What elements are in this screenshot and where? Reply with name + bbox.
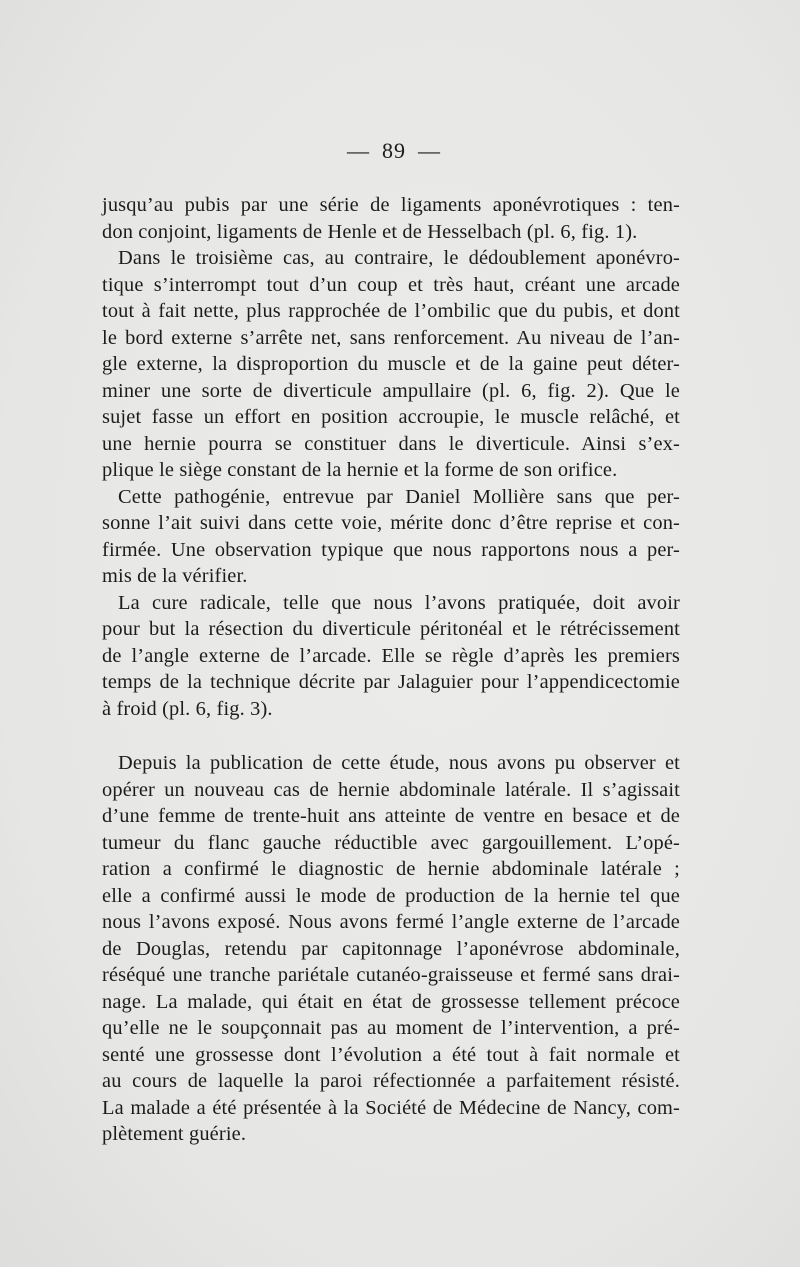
page-number-header [102,138,680,164]
text-line: opérer un nouveau cas de hernie abdominale latérale. Il s’agissait [102,778,680,801]
text-line: plique le siège constant de la hernie et la forme de son orifice. [102,459,618,481]
text-line: La malade a été présentée à la Société de Médecine de Nancy, com- [102,1096,680,1119]
text-line: sujet fasse un effort en position accroupie, le muscle relâché, et [102,406,680,428]
text-line: sonne l’ait suivi dans cette voie, mérite donc d’être reprise et con- [102,512,680,534]
paragraph [102,590,680,723]
paragraph [102,245,680,484]
paragraph [102,192,680,245]
text-line: ration a confirmé le diagnostic de hernie abdominale latérale ; [102,858,680,880]
text-line: tout à fait nette, plus rapprochée de l’ombilic que du pubis, et dont [102,300,680,322]
text-line: gle externe, la disproportion du muscle et de la gaine peut déter- [102,353,680,375]
paragraph [102,750,680,1148]
paragraph [102,484,680,590]
section-gap [102,722,680,750]
body-text [102,192,680,1148]
text-line: nous l’avons exposé. Nous avons fermé l’angle externe de l’arcade [102,911,680,933]
text-line: au cours de laquelle la paroi réfectionnée a parfaitement résisté. [102,1070,680,1092]
text-line: don conjoint, ligaments de Henle et de Hesselbach (pl. 6, fig. 1). [102,220,638,243]
dash-left: — [347,138,370,163]
text-line: jusqu’au pubis par une série de ligaments aponévrotiques : ten- [102,194,680,216]
text-line: Depuis la publication de cette étude, nous avons pu observer et [118,752,680,774]
text-line: une hernie pourra se constituer dans le diverticule. Ainsi s’ex- [102,432,680,455]
text-line: miner une sorte de diverticule ampullaire (pl. 6, fig. 2). Que le [102,379,680,402]
text-line: Dans le troisième cas, au contraire, le dédoublement aponévro- [118,247,680,269]
text-line: nage. La malade, qui était en état de grossesse tellement précoce [102,990,680,1013]
text-line: réséqué une tranche pariétale cutanéo-graisseuse et fermé sans drai- [102,964,680,986]
text-line: qu’elle ne le soupçonnait pas au moment de l’intervention, a pré- [102,1017,680,1039]
text-line: senté une grossesse dont l’évolution a été tout à fait normale et [102,1043,680,1066]
page-number: 89 [382,138,406,163]
text-line: pour but la résection du diverticule péritonéal et le rétrécissement [102,618,680,640]
text-line: Cette pathogénie, entrevue par Daniel Mollière sans que per- [118,485,680,508]
text-line: tumeur du flanc gauche réductible avec gargouillement. L’opé- [102,831,680,854]
text-line: d’une femme de trente-huit ans atteinte de ventre en besace et de [102,805,680,827]
text-line: le bord externe s’arrête net, sans renforcement. Au niveau de l’an- [102,326,680,349]
text-line: elle a confirmé aussi le mode de production de la hernie tel que [102,884,680,907]
book-page [102,138,680,1148]
text-line: firmée. Une observation typique que nous rapportons nous a per- [102,538,680,561]
text-line: mis de la vérifier. [102,565,248,587]
dash-right: — [418,138,441,163]
text-line: tique s’interrompt tout d’un coup et très haut, créant une arcade [102,273,680,296]
text-line: temps de la technique décrite par Jalaguier pour l’appendicectomie [102,671,680,693]
text-line: à froid (pl. 6, fig. 3). [102,697,273,720]
text-line: La cure radicale, telle que nous l’avons pratiquée, doit avoir [118,591,680,614]
text-line: de l’angle externe de l’arcade. Elle se règle d’après les premiers [102,644,680,667]
text-line: plètement guérie. [102,1123,247,1145]
text-line: de Douglas, retendu par capitonnage l’aponévrose abdominale, [102,937,680,960]
